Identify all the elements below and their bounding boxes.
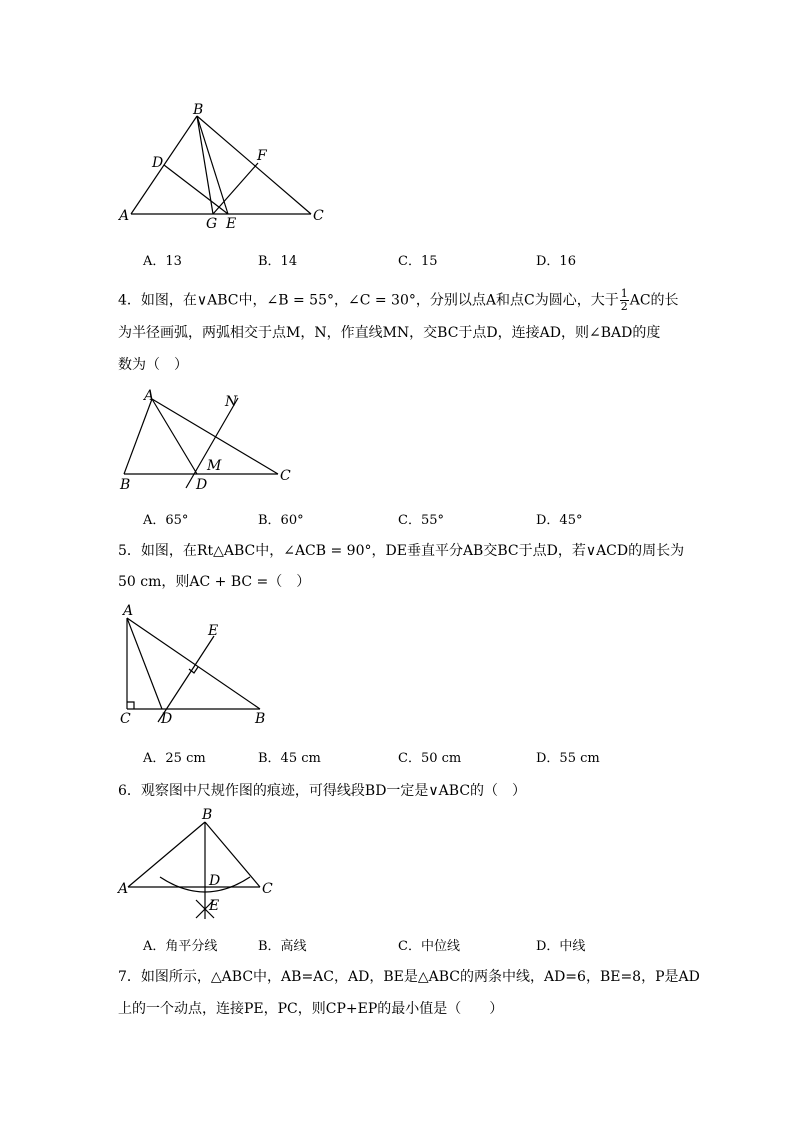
- q5-option-a[interactable]: A．25 cm: [143, 751, 206, 766]
- q4-option-d[interactable]: D．45°: [536, 513, 583, 528]
- q4-figure: [112, 384, 302, 494]
- q5-label-c: C: [120, 711, 131, 727]
- q3-label-b: B: [193, 102, 204, 118]
- q6-label-d: D: [209, 873, 221, 889]
- q5-label-a: A: [123, 603, 134, 619]
- q4-label-c: C: [280, 468, 291, 484]
- q4-frac-den: 2: [620, 300, 628, 313]
- q4-text-pre: 4．如图，在∨ABC中，∠B = 55°，∠C = 30°，分别以点A和点C为圆心，大于: [118, 292, 619, 309]
- q6-label-a: A: [118, 881, 129, 897]
- q3-label-c: C: [313, 208, 324, 224]
- q4-text-line-1: [118, 288, 679, 313]
- q5-option-d[interactable]: D．55 cm: [536, 751, 600, 766]
- q4-text-line-2: 为半径画弧，两弧相交于点M，N，作直线MN，交BC于点D，连接AD，则∠BAD的度: [118, 325, 661, 341]
- q3-option-c[interactable]: C．15: [398, 254, 438, 269]
- q5-label-d: D: [161, 711, 173, 727]
- q4-label-b: B: [120, 477, 131, 493]
- q7-text-line-1: 7．如图所示，△ABC中，AB=AC，AD，BE是△ABC的两条中线，AD=6，BE=8，P是AD: [118, 969, 700, 985]
- q6-option-b[interactable]: B．高线: [258, 939, 307, 954]
- q4-frac-num: 1: [620, 287, 628, 300]
- q6-label-e: E: [209, 898, 220, 914]
- q6-figure: [112, 803, 282, 925]
- q3-option-a[interactable]: A．13: [143, 254, 182, 269]
- q3-label-e: E: [226, 216, 237, 232]
- q3-label-f: F: [257, 148, 267, 164]
- q5-text-line-1: 5．如图，在Rt△ABC中，∠ACB = 90°，DE垂直平分AB交BC于点D，若∨ACD的周长为: [118, 543, 685, 559]
- q5-label-e: E: [208, 623, 219, 639]
- q4-text-line-3: 数为（ ）: [118, 357, 188, 373]
- q6-option-c[interactable]: C．中位线: [398, 939, 460, 954]
- q6-option-d[interactable]: D．中线: [536, 939, 586, 954]
- q6-text-line-1: 6．观察图中尺规作图的痕迹，可得线段BD一定是∨ABC的（ ）: [118, 783, 527, 799]
- q4-label-m: M: [207, 458, 222, 474]
- q4-label-d: D: [196, 477, 208, 493]
- q3-figure: [115, 100, 345, 235]
- q6-label-b: B: [202, 807, 213, 823]
- q3-label-d: D: [152, 155, 164, 171]
- q3-option-b[interactable]: B．14: [258, 254, 298, 269]
- q4-fraction: [620, 288, 629, 313]
- q4-label-n: N: [225, 394, 238, 410]
- q6-label-c: C: [262, 881, 273, 897]
- q4-option-a[interactable]: A．65°: [143, 513, 189, 528]
- q5-option-b[interactable]: B．45 cm: [258, 751, 321, 766]
- q3-label-g: G: [206, 216, 218, 232]
- q4-option-b[interactable]: B．60°: [258, 513, 304, 528]
- q5-text-line-2: 50 cm，则AC + BC =（ ）: [118, 574, 311, 590]
- q3-label-a: A: [119, 208, 130, 224]
- q4-label-a: A: [144, 388, 155, 404]
- q5-label-b: B: [255, 711, 266, 727]
- q5-figure: [112, 598, 282, 728]
- q3-option-d[interactable]: D．16: [536, 254, 576, 269]
- q5-option-c[interactable]: C．50 cm: [398, 751, 462, 766]
- q4-text-post: AC的长: [629, 292, 679, 309]
- q4-option-c[interactable]: C．55°: [398, 513, 444, 528]
- q7-text-line-2: 上的一个动点，连接PE，PC，则CP+EP的最小值是（ ）: [118, 1001, 504, 1017]
- q6-option-a[interactable]: A．角平分线: [143, 939, 218, 954]
